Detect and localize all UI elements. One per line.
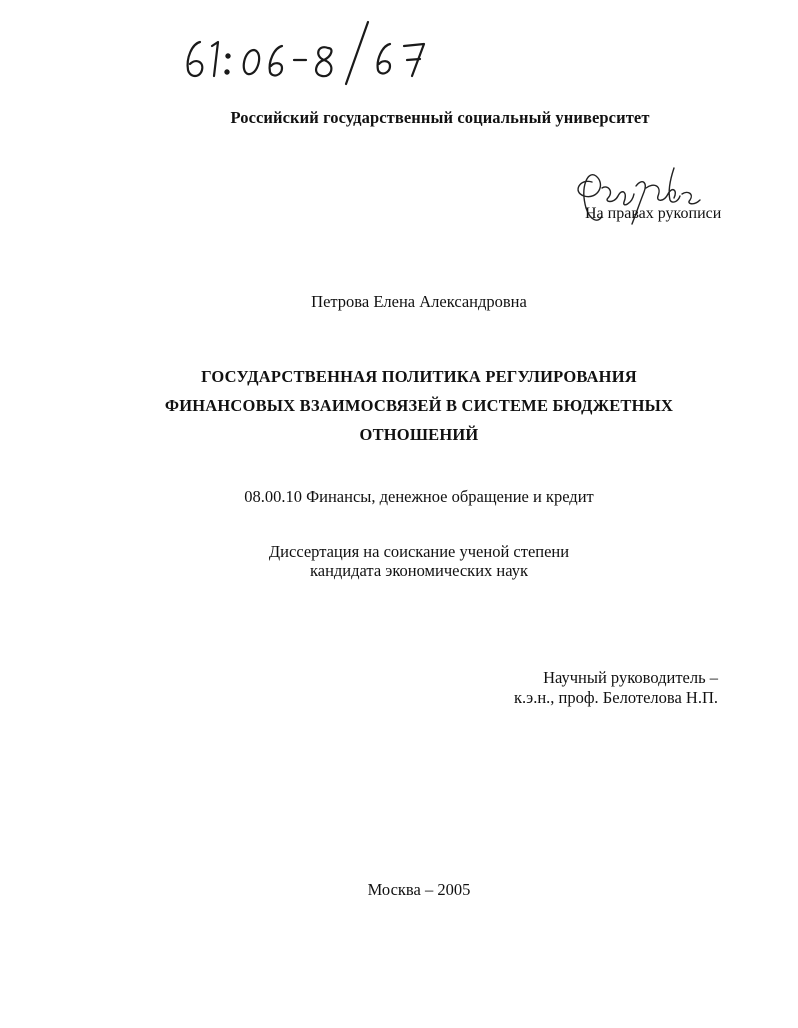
- title-line: ФИНАНСОВЫХ ВЗАИМОСВЯЗЕЙ В СИСТЕМЕ БЮДЖЕТНЫХ: [164, 396, 674, 415]
- handwritten-archive-code-drawing: [178, 14, 448, 86]
- university-name: Российский государственный социальный университет: [230, 108, 650, 127]
- dissertation-title: [0, 362, 798, 449]
- handwritten-signature-drawing: [562, 158, 712, 238]
- specialty-code: 08.00.10 Финансы, денежное обращение и кредит: [244, 487, 594, 506]
- degree-statement: [0, 542, 798, 580]
- manuscript-note: На правах рукописи: [585, 205, 722, 222]
- city-year: Москва – 2005: [367, 880, 471, 899]
- degree-line: кандидата экономических наук: [309, 561, 528, 580]
- scientific-supervisor: [514, 668, 718, 708]
- supervisor-line: Научный руководитель –: [543, 668, 718, 687]
- degree-line: Диссертация на соискание ученой степени: [268, 542, 570, 561]
- title-line: ОТНОШЕНИЙ: [359, 425, 479, 444]
- title-line: ГОСУДАРСТВЕННАЯ ПОЛИТИКА РЕГУЛИРОВАНИЯ: [201, 367, 637, 386]
- author-name: Петрова Елена Александровна: [311, 292, 527, 311]
- handwritten-archive-code: [178, 14, 448, 86]
- signature: [562, 158, 712, 238]
- supervisor-line: к.э.н., проф. Белотелова Н.П.: [513, 688, 718, 707]
